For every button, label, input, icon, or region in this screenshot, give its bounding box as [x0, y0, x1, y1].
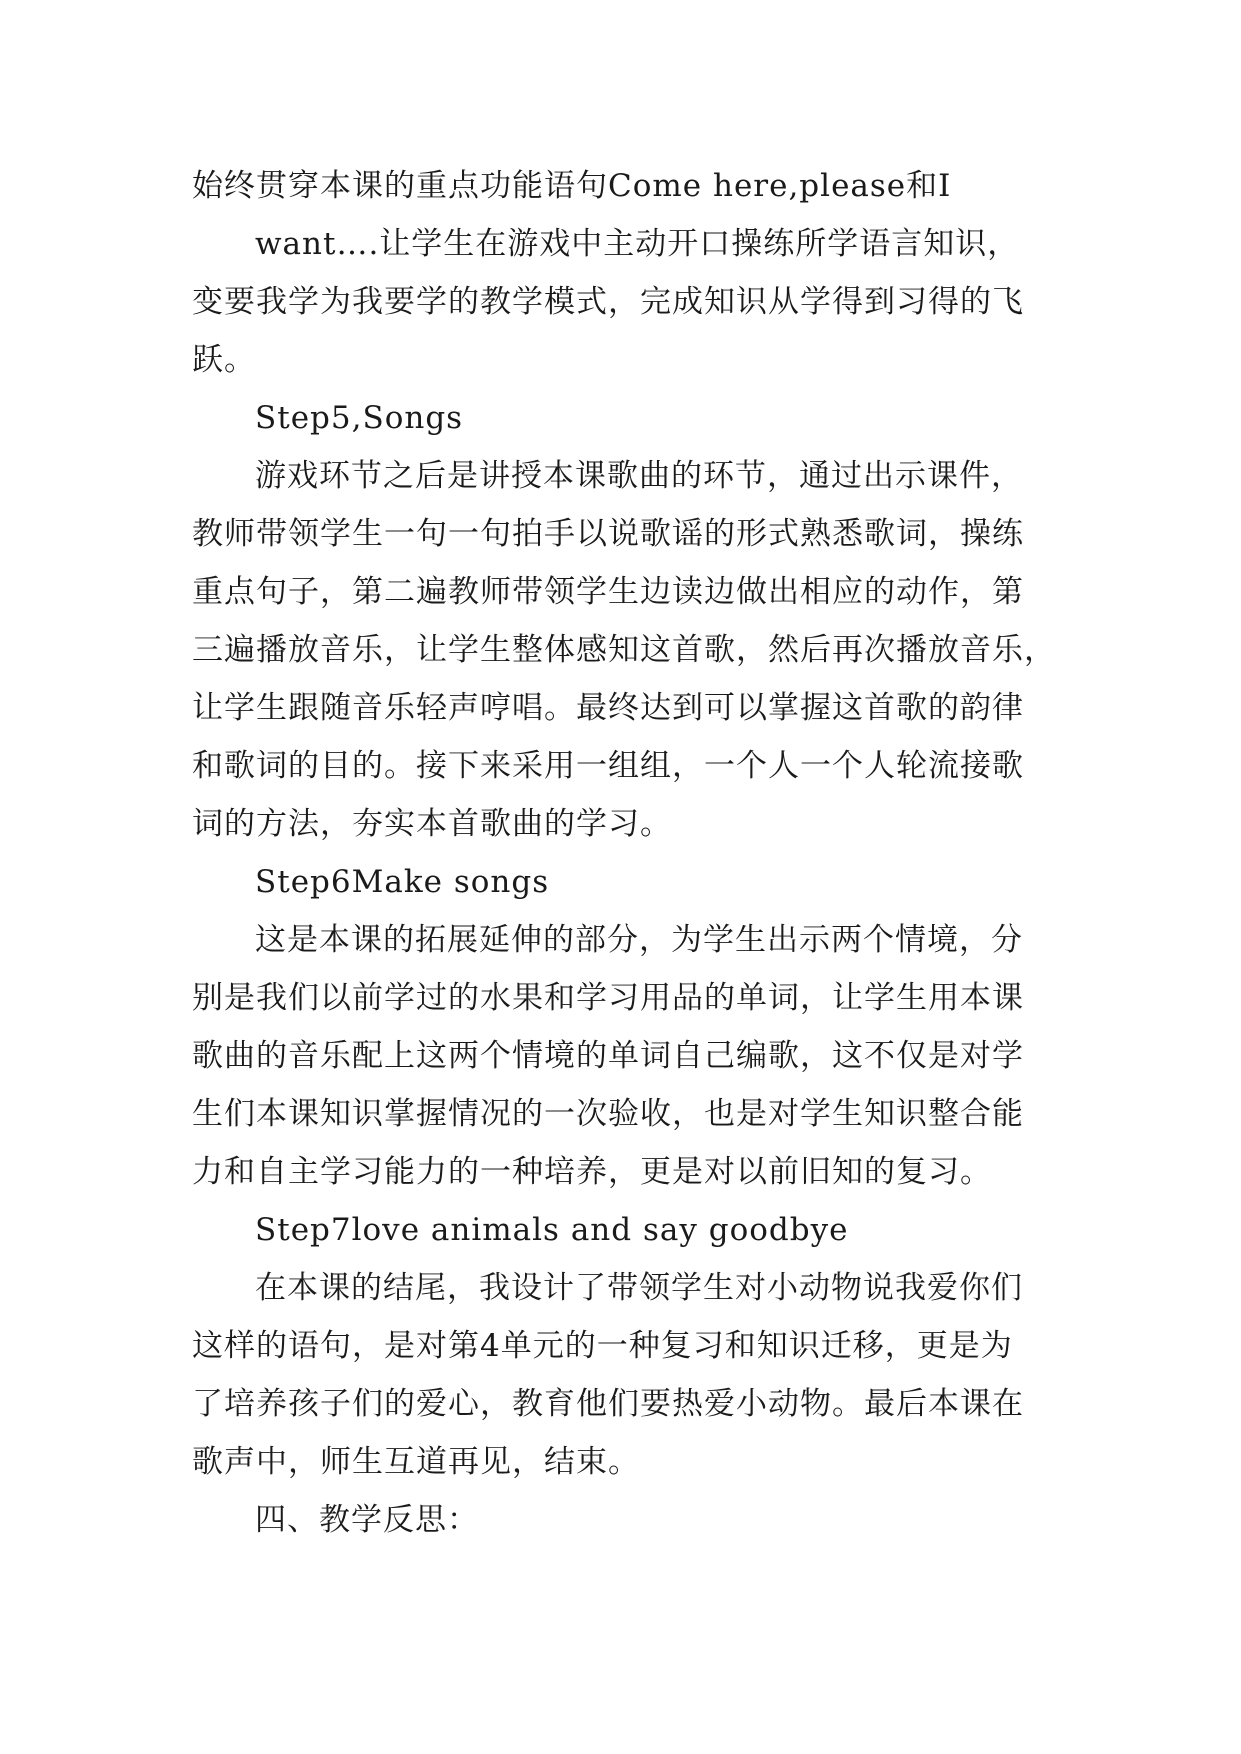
text-line: 词的方法，夯实本首歌曲的学习。	[192, 806, 672, 842]
text-line: 这样的语句，是对第4单元的一种复习和知识迁移，更是为	[192, 1328, 1013, 1364]
text-line: 和歌词的目的。接下来采用一组组，一个人一个人轮流接歌	[192, 748, 1024, 784]
text-line: 在本课的结尾，我设计了带领学生对小动物说我爱你们	[255, 1270, 1023, 1306]
text-line: 这是本课的拓展延伸的部分，为学生出示两个情境，分	[255, 922, 1023, 958]
text-line: 游戏环节之后是讲授本课歌曲的环节，通过出示课件，	[255, 458, 1023, 494]
text-line: 教师带领学生一句一句拍手以说歌谣的形式熟悉歌词，操练	[192, 516, 1024, 552]
text-line: 别是我们以前学过的水果和学习用品的单词，让学生用本课	[192, 980, 1024, 1016]
text-line: want….让学生在游戏中主动开口操练所学语言知识，	[255, 226, 1020, 262]
text-line: 生们本课知识掌握情况的一次验收，也是对学生知识整合能	[192, 1096, 1024, 1132]
text-line: 了培养孩子们的爱心，教育他们要热爱小动物。最后本课在	[192, 1386, 1024, 1422]
section-heading: Step6Make songs	[255, 864, 550, 900]
section-heading: Step7love animals and say goodbye	[255, 1212, 849, 1248]
text-line: 变要我学为我要学的教学模式，完成知识从学得到习得的飞	[192, 284, 1024, 320]
text-line: 始终贯穿本课的重点功能语句Come here,please和I	[192, 168, 952, 204]
text-line: 三遍播放音乐，让学生整体感知这首歌，然后再次播放音乐，	[192, 632, 1056, 668]
text-line: 跃。	[192, 342, 256, 378]
text-line: 重点句子，第二遍教师带领学生边读边做出相应的动作，第	[192, 574, 1024, 610]
text-line: 歌曲的音乐配上这两个情境的单词自己编歌，这不仅是对学	[192, 1038, 1024, 1074]
text-line: 让学生跟随音乐轻声哼唱。最终达到可以掌握这首歌的韵律	[192, 690, 1024, 726]
text-line: 力和自主学习能力的一种培养，更是对以前旧知的复习。	[192, 1154, 992, 1190]
section-heading: Step5,Songs	[255, 400, 464, 436]
text-line: 歌声中，师生互道再见，结束。	[192, 1444, 640, 1480]
section-heading: 四、教学反思：	[255, 1502, 479, 1538]
